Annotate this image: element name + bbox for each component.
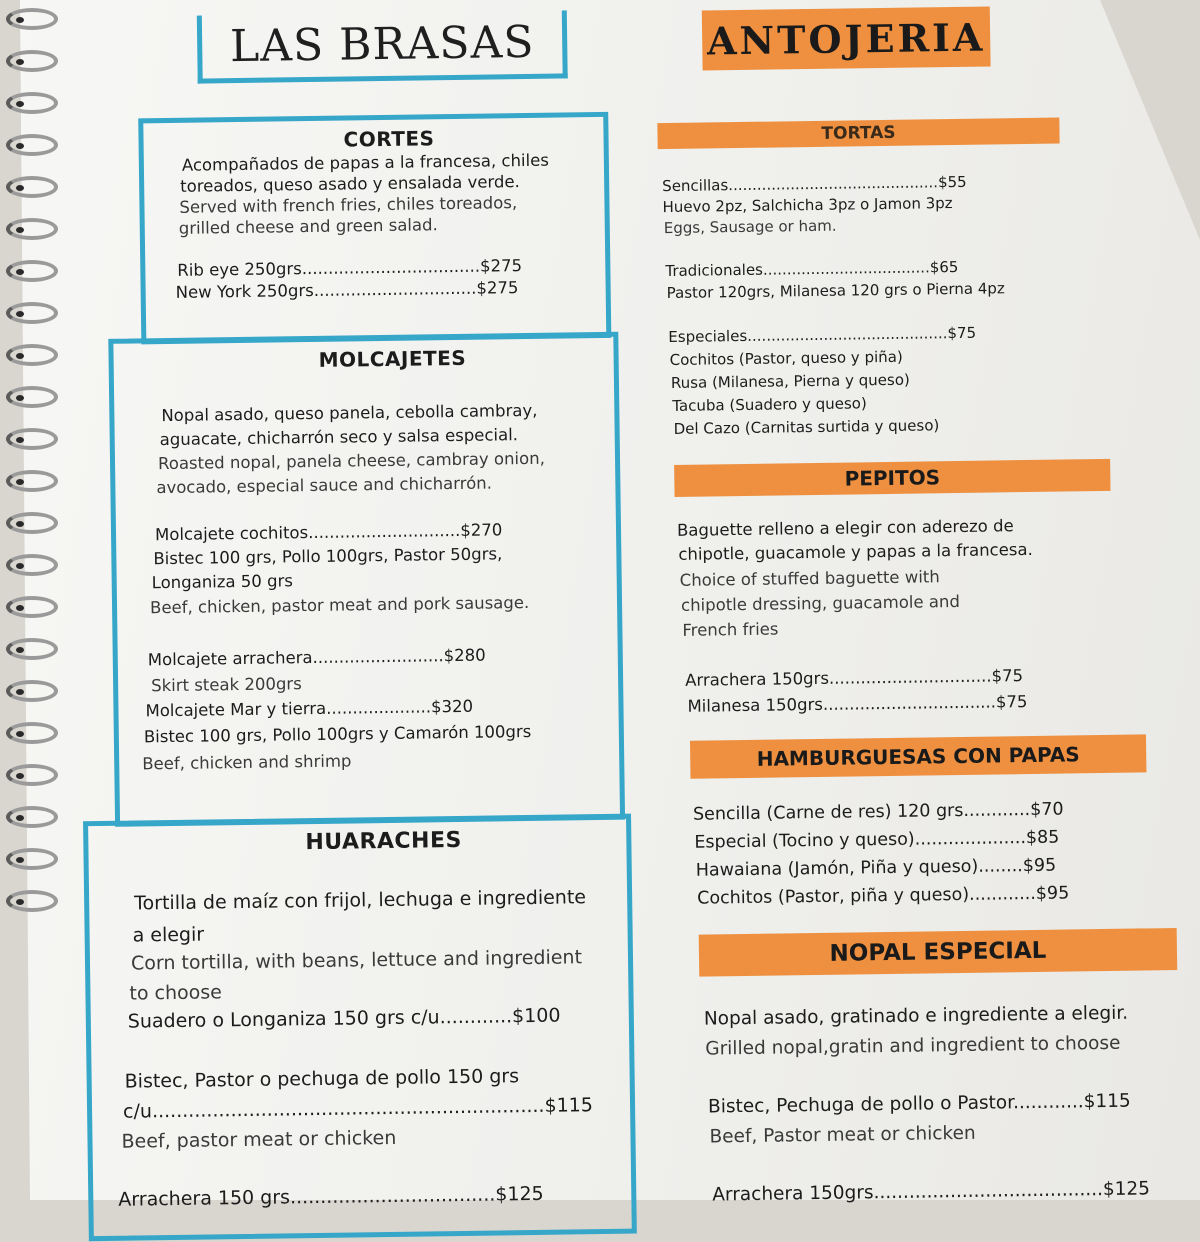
- menu-item: Suadero o Longaniza 150 grs c/u............$100: [127, 1004, 561, 1033]
- molcajetes-desc-en: avocado, especial sauce and chicharrón.: [156, 473, 493, 498]
- cortes-title: CORTES: [343, 126, 435, 152]
- menu-item-desc-en: Beef, chicken, pastor meat and pork sausage.: [149, 592, 530, 618]
- nopal-desc: Nopal asado, gratinado e ingrediente a elegir.: [703, 1002, 1129, 1030]
- menu-item: Especial (Tocino y queso)....................$85: [694, 827, 1060, 853]
- brand-title-antojeria: ANTOJERIA: [702, 7, 991, 71]
- menu-item-desc: Rusa (Milanesa, Pierna y queso): [670, 370, 910, 392]
- pepitos-desc-en: French fries: [682, 619, 779, 640]
- menu-item: c/u.................................................................$115: [122, 1094, 594, 1123]
- menu-item: Cochitos (Pastor, piña y queso)............$95: [697, 883, 1070, 909]
- menu-item-desc: Huevo 2pz, Salchicha 3pz o Jamon 3pz: [662, 194, 953, 217]
- tortas-title: TORTAS: [657, 118, 1059, 150]
- cortes-desc: toreados, queso asado y ensalada verde.: [180, 172, 520, 196]
- pepitos-desc-en: chipotle dressing, guacamole and: [680, 591, 960, 615]
- molcajetes-desc: Nopal asado, queso panela, cebolla cambray,: [161, 400, 538, 426]
- molcajetes-desc-en: Roasted nopal, panela cheese, cambray onion,: [157, 448, 546, 474]
- menu-item-desc: Bistec 100 grs, Pollo 100grs y Camarón 100grs: [143, 721, 532, 747]
- menu-item: Molcajete Mar y tierra....................$320: [145, 696, 474, 721]
- huaraches-desc-en: to choose: [129, 981, 223, 1005]
- huaraches-desc: a elegir: [132, 923, 205, 947]
- menu-item: Tradicionales...................................$65: [665, 257, 959, 281]
- menu-item: Molcajete arrachera.........................$280: [147, 645, 486, 670]
- menu-item: Hawaiana (Jamón, Piña y queso)........$95: [695, 855, 1057, 881]
- menu-item-desc-en: Beef, pastor meat or chicken: [121, 1126, 397, 1153]
- menu-item: Sencilla (Carne de res) 120 grs............$70: [692, 799, 1064, 825]
- menu-item-desc: Tacuba (Suadero y queso): [672, 394, 867, 415]
- menu-item: Arrachera 150grs.......................................$125: [712, 1178, 1151, 1206]
- menu-item: Milanesa 150grs.................................$75: [687, 692, 1028, 716]
- cortes-desc-en: Served with french fries, chiles toreados,: [179, 193, 518, 217]
- pepitos-title: PEPITOS: [674, 459, 1110, 497]
- nopal-desc-en: Grilled nopal,gratin and ingredient to choose: [705, 1032, 1121, 1060]
- menu-item: Bistec, Pechuga de pollo o Pastor............$115: [707, 1090, 1131, 1118]
- menu-item: Bistec, Pastor o pechuga de pollo 150 grs: [124, 1065, 520, 1093]
- menu-item-desc: Cochitos (Pastor, queso y piña): [669, 347, 903, 370]
- menu-item-desc-en: Beef, Pastor meat or chicken: [709, 1122, 976, 1148]
- menu-item-desc-en: Beef, chicken and shrimp: [142, 751, 352, 774]
- hamburguesas-title: HAMBURGUESAS CON PAPAS: [690, 734, 1146, 778]
- menu-item: Arrachera 150 grs..................................$125: [118, 1182, 544, 1211]
- menu-item: Molcajete cochitos.............................$270: [154, 520, 503, 545]
- huaraches-title: HUARACHES: [305, 827, 463, 856]
- menu-item: Especiales..........................................$75: [668, 323, 977, 347]
- menu-item-desc-en: Skirt steak 200grs: [151, 674, 302, 696]
- huaraches-desc: Tortilla de maíz con frijol, lechuga e ingrediente: [134, 886, 587, 915]
- pepitos-desc: chipotle, guacamole y papas a la francesa.: [678, 539, 1033, 564]
- cortes-desc-en: grilled cheese and green salad.: [178, 215, 438, 238]
- cortes-desc: Acompañados de papas a la francesa, chiles: [181, 150, 550, 175]
- menu-item: Rib eye 250grs..................................$275: [177, 256, 523, 280]
- nopal-especial-title: NOPAL ESPECIAL: [699, 928, 1178, 977]
- menu-item-desc: Del Cazo (Carnitas surtida y queso): [673, 416, 940, 438]
- pepitos-desc: Baguette relleno a elegir con aderezo de: [676, 516, 1014, 540]
- molcajetes-title: MOLCAJETES: [318, 345, 467, 372]
- menu-item: Arrachera 150grs...............................$75: [684, 666, 1024, 690]
- menu-item-desc: Longaniza 50 grs: [151, 571, 294, 593]
- menu-item: Sencillas............................................$55: [662, 172, 967, 196]
- menu-item-desc-en: Eggs, Sausage or ham.: [663, 216, 837, 238]
- brand-title-las-brasas: LAS BRASAS: [197, 10, 568, 83]
- pepitos-desc-en: Choice of stuffed baguette with: [679, 567, 940, 590]
- menu-item-desc: Bistec 100 grs, Pollo 100grs, Pastor 50grs,: [153, 544, 503, 569]
- menu-item-desc: Pastor 120grs, Milanesa 120 grs o Pierna 4pz: [666, 279, 1005, 303]
- molcajetes-desc: aguacate, chicharrón seco y salsa especial.: [159, 425, 519, 450]
- menu-item: New York 250grs...............................$275: [175, 278, 519, 302]
- huaraches-desc-en: Corn tortilla, with beans, lettuce and ingredient: [130, 946, 583, 975]
